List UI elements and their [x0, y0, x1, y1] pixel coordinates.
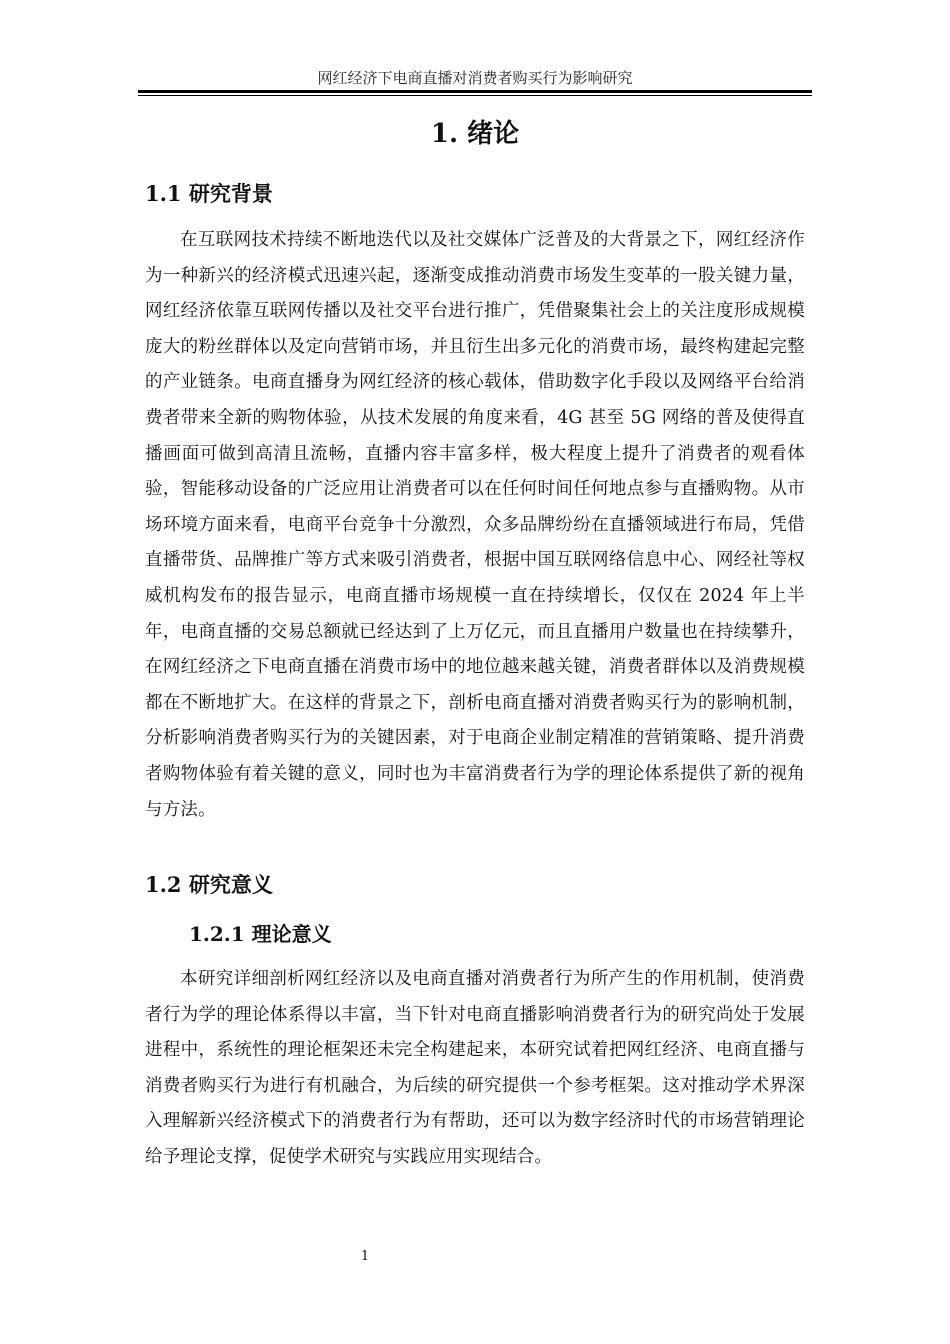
- section-title-significance: 1.2 研究意义: [145, 872, 273, 897]
- running-header: 网红经济下电商直播对消费者购买行为影响研究: [317, 69, 633, 87]
- paragraph-theoretical: 本研究详细剖析网红经济以及电商直播对消费者行为所产生的作用机制，使消费者行为学的理论体系得以丰富，当下针对电商直播影响消费者行为的研究尚处于发展进程中，系统性的理论框架还未完全构建起来，本研究试着把网红经济、电商直播与消费者购买行为进行有机融合，为后续的研究提供一个参考框架。这对推动学术界深入理解新兴经济模式下的消费者行为有帮助，还可以为数字经济时代的市场营销理论给予理论支撑，促使学术研究与实践应用实现结合。: [145, 969, 805, 1167]
- subsection-title-theoretical: 1.2.1 理论意义: [189, 922, 332, 946]
- paragraph-background: 在互联网技术持续不断地迭代以及社交媒体广泛普及的大背景之下，网红经济作为一种新兴的经济模式迅速兴起，逐渐变成推动消费市场发生变革的一股关键力量，网红经济依靠互联网传播以及社交平台进行推广，凭借聚集社会上的关注度形成规模庞大的粉丝群体以及定向营销市场，并且衍生出多元化的消费市场，最终构建起完整的产业链条。电商直播身为网红经济的核心载体，借助数字化手段以及网络平台给消费者带来全新的购物体验，从技术发展的角度来看，4G 甚至 5G 网络的普及使得直播画面可做到高清且流畅，直播内容丰富多样，极大程度上提升了消费者的观看体验，智能移动设备的广泛应用让消费者可以在任何时间任何地点参与直播购物。从市场环境方面来看，电商平台竞争十分激烈，众多品牌纷纷在直播领域进行布局，凭借直播带货、品牌推广等方式来吸引消费者，根据中国互联网络信息中心、网经社等权威机构发布的报告显示，电商直播市场规模一直在持续增长，仅仅在 2024 年上半年，电商直播的交易总额就已经达到了上万亿元，而且直播用户数量也在持续攀升，在网红经济之下电商直播在消费市场中的地位越来越关键，消费者群体以及消费规模都在不断地扩大。在这样的背景之下，剖析电商直播对消费者购买行为的影响机制，分析影响消费者购买行为的关键因素，对于电商企业制定精准的营销策略、提升消费者购物体验有着关键的意义，同时也为丰富消费者行为学的理论体系提供了新的视角与方法。: [145, 230, 805, 820]
- header-rule-thin: [138, 95, 812, 96]
- page-number: 1: [360, 1249, 370, 1264]
- section-title-background: 1.1 研究背景: [145, 181, 273, 206]
- chapter-title: 1. 绪论: [430, 119, 520, 149]
- header-rule-thick: [138, 90, 812, 93]
